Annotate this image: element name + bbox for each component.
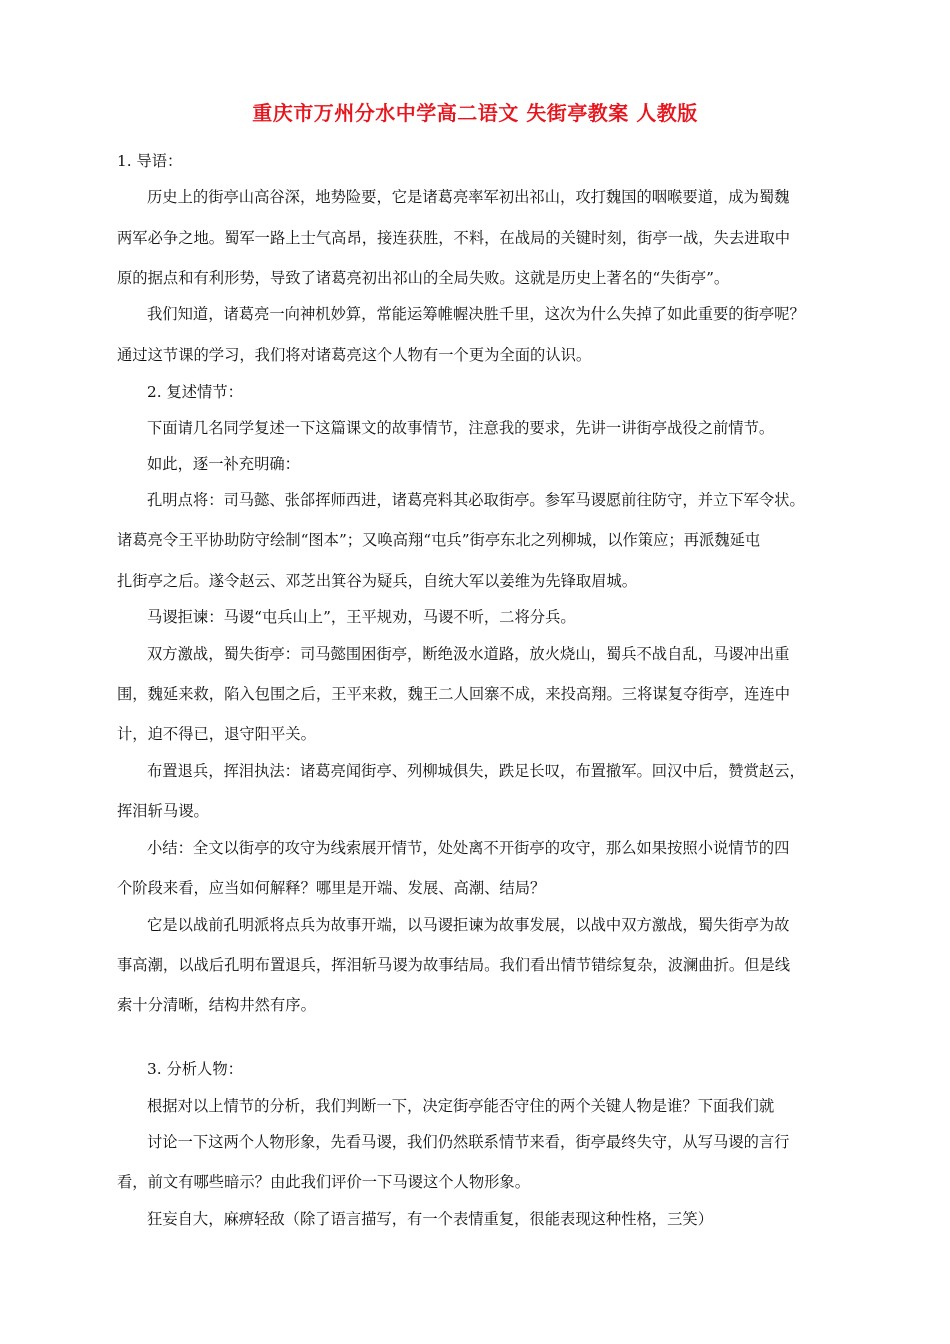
section-heading-characters: 3. 分析人物： — [147, 1060, 243, 1078]
paragraph-line: 狂妄自大，麻痹轻敌（除了语言描写，有一个表情重复，很能表现这种性格，三笑） — [147, 1210, 713, 1228]
paragraph-line: 索十分清晰，结构井然有序。 — [117, 996, 316, 1014]
paragraph-line: 布置退兵，挥泪执法：诸葛亮闻街亭、列柳城俱失，跌足长叹，布置撤军。回汉中后，赞赏赵云， — [147, 762, 805, 780]
paragraph-line: 围，魏延来救，陷入包围之后，王平来救，魏王二人回寨不成，来投高翔。三将谋复夺街亭，连连中 — [117, 685, 791, 703]
paragraph-line: 看，前文有哪些暗示？由此我们评价一下马谡这个人物形象。 — [117, 1173, 531, 1191]
section-heading-intro: 1. 导语： — [117, 152, 183, 170]
paragraph-line: 计，迫不得已，退守阳平关。 — [117, 725, 316, 743]
paragraph-line: 通过这节课的学习，我们将对诸葛亮这个人物有一个更为全面的认识。 — [117, 346, 592, 364]
paragraph-line: 根据对以上情节的分析，我们判断一下，决定街亭能否守住的两个关键人物是谁？下面我们就 — [147, 1097, 775, 1115]
paragraph-line: 个阶段来看，应当如何解释？哪里是开端、发展、高潮、结局？ — [117, 879, 546, 897]
paragraph-line: 它是以战前孔明派将点兵为故事开端，以马谡拒谏为故事发展，以战中双方激战，蜀失街亭为故 — [147, 916, 790, 934]
paragraph-line: 孔明点将：司马懿、张郃挥师西进，诸葛亮料其必取街亭。参军马谡愿前往防守，并立下军令状。 — [147, 491, 805, 509]
paragraph-line: 诸葛亮令王平协助防守绘制“图本”；又唤高翔“屯兵”街亭东北之列柳城，以作策应；再派魏延屯 — [117, 531, 761, 549]
paragraph-line: 双方激战，蜀失街亭：司马懿围困街亭，断绝汲水道路，放火烧山，蜀兵不战自乱，马谡冲出重 — [147, 645, 790, 663]
paragraph-line: 我们知道，诸葛亮一向神机妙算，常能运筹帷幄决胜千里，这次为什么失掉了如此重要的街亭呢？ — [147, 305, 805, 323]
paragraph-line: 扎街亭之后。遂令赵云、邓芝出箕谷为疑兵，自统大军以姜维为先锋取眉城。 — [117, 572, 638, 590]
paragraph-line: 历史上的街亭山高谷深，地势险要，它是诸葛亮率军初出祁山，攻打魏国的咽喉要道，成为蜀魏 — [147, 188, 790, 206]
paragraph-line: 如此，逐一补充明确： — [147, 455, 300, 473]
paragraph-line: 挥泪斩马谡。 — [117, 802, 209, 820]
paragraph-line: 事高潮，以战后孔明布置退兵，挥泪斩马谡为故事结局。我们看出情节错综复杂，波澜曲折。但是线 — [117, 956, 791, 974]
paragraph-line: 两军必争之地。蜀军一路上士气高昂，接连获胜，不料，在战局的关键时刻，街亭一战，失去进取中 — [117, 229, 791, 247]
section-heading-retell: 2. 复述情节： — [147, 383, 243, 401]
paragraph-line: 小结：全文以街亭的攻守为线索展开情节，处处离不开街亭的攻守，那么如果按照小说情节的四 — [147, 839, 790, 857]
paragraph-line: 讨论一下这两个人物形象，先看马谡，我们仍然联系情节来看，街亭最终失守，从写马谡的言行 — [147, 1133, 790, 1151]
paragraph-line: 原的据点和有利形势，导致了诸葛亮初出祁山的全局失败。这就是历史上著名的“失街亭”。 — [117, 269, 730, 287]
document-title: 重庆市万州分水中学高二语文 失街亭教案 人教版 — [252, 101, 698, 125]
paragraph-line: 下面请几名同学复述一下这篇课文的故事情节，注意我的要求，先讲一讲街亭战役之前情节。 — [147, 419, 775, 437]
paragraph-line: 马谡拒谏：马谡“屯兵山上”，王平规劝，马谡不听，二将分兵。 — [147, 608, 576, 626]
